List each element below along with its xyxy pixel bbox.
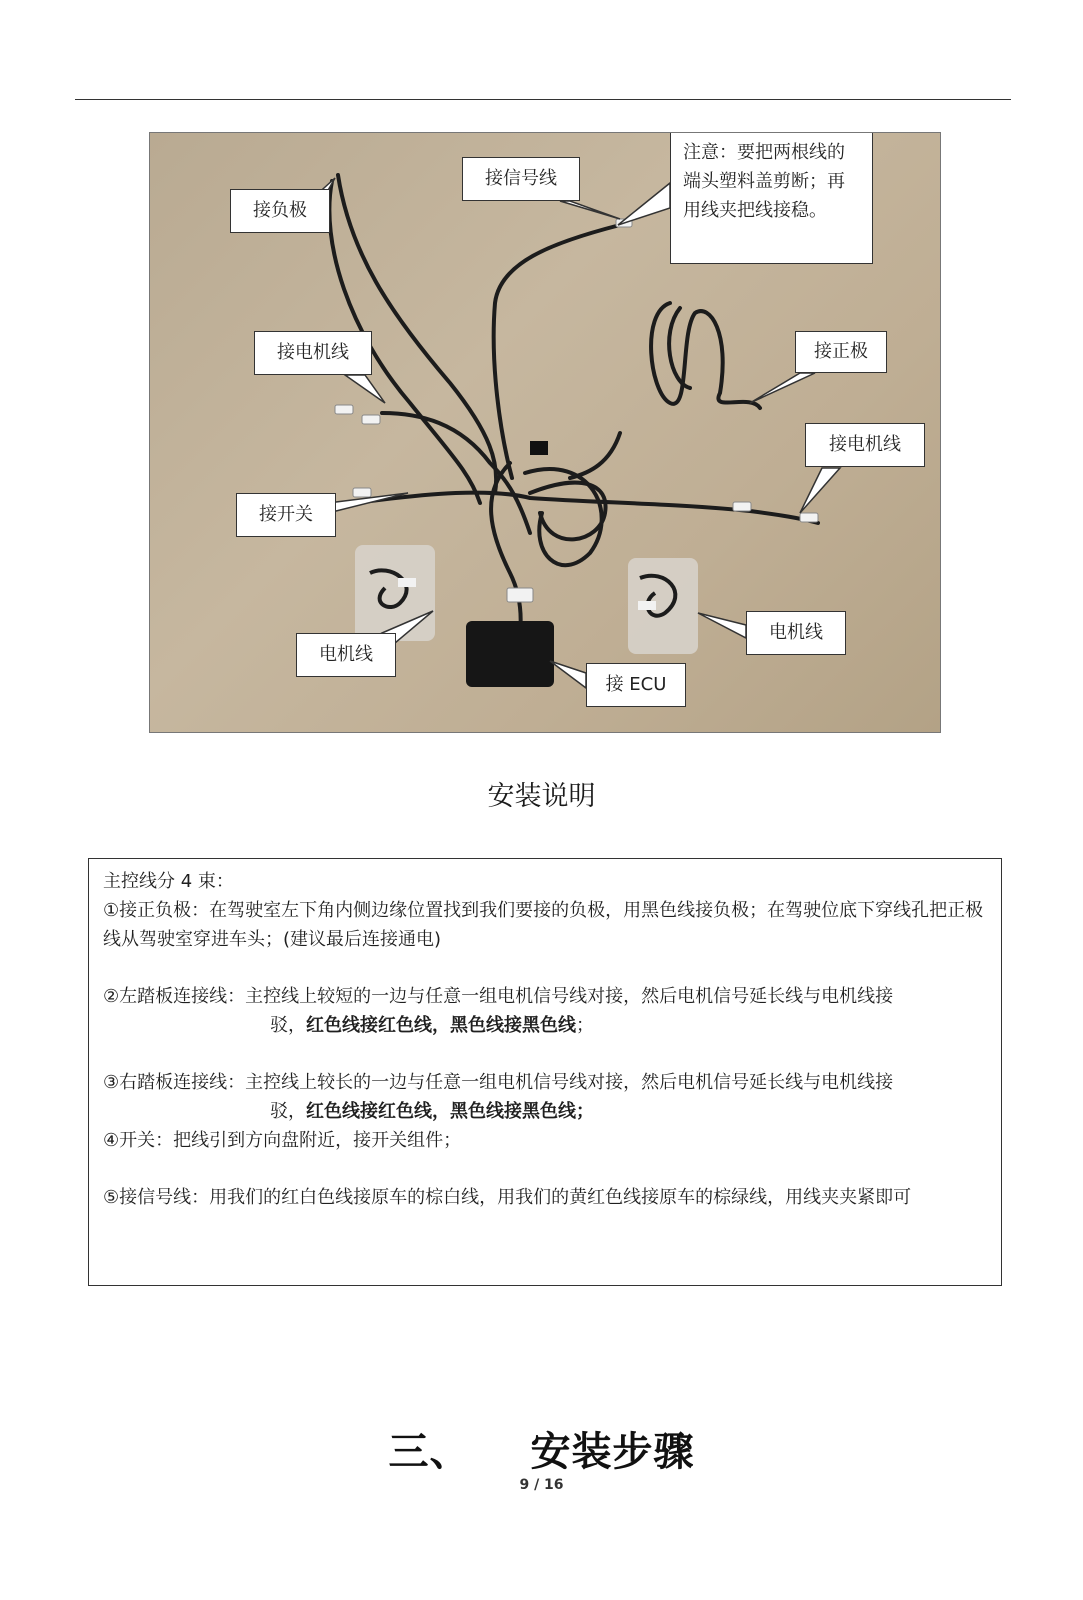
label-note — [670, 132, 873, 264]
instr-item-2-end: ； — [576, 1015, 594, 1036]
instr-item-2-lead: ②左踏板连接线：主控线上较短的一边与任意一组电机信号线对接，然后电机信号延长线与电机线接 — [103, 986, 894, 1007]
section-title-text: 安装步骤 — [530, 1429, 695, 1475]
instr-item-2-tail: 驳， — [270, 1015, 306, 1036]
page-number: 9 / 16 — [519, 1477, 564, 1493]
section-number: 三、 — [388, 1429, 471, 1475]
instruction-box — [88, 858, 1002, 1286]
instr-item-1: ①接正负极：在驾驶室左下角内侧边缘位置找到我们要接的负极，用黑色线接负极；在驾驶位底下穿线孔把正极线从驾驶室穿进车头；(建议最后连接通电) — [103, 900, 984, 950]
section-heading — [0, 1420, 1083, 1477]
note-line-1: 注意：要把两根线的 — [683, 142, 845, 163]
instr-item-2-cont — [103, 1011, 987, 1040]
header-rule — [75, 99, 1011, 100]
instr-item-3-tail: 驳， — [270, 1101, 306, 1122]
wiring-harness-photo — [149, 132, 941, 733]
note-line-3: 用线夹把线接稳。 — [683, 200, 827, 221]
instr-item-3-bold: 红色线接红色线，黑色线接黑色线； — [306, 1101, 594, 1122]
label-signal-wire: 接信号线 — [462, 157, 580, 201]
instr-item-3-lead: ③右踏板连接线：主控线上较长的一边与任意一组电机信号线对接，然后电机信号延长线与电机线接 — [103, 1072, 894, 1093]
instr-item-2 — [103, 982, 987, 1011]
instr-intro: 主控线分 4 束： — [103, 871, 234, 892]
label-motor-bag-right: 电机线 — [746, 611, 846, 655]
label-motor-bag-left: 电机线 — [296, 633, 396, 677]
label-motor-wire-right: 接电机线 — [805, 423, 925, 467]
note-line-2: 端头塑料盖剪断；再 — [683, 171, 845, 192]
instr-item-5: ⑤接信号线：用我们的红白色线接原车的棕白线，用我们的黄红色线接原车的棕绿线，用线夹夹紧即可 — [103, 1187, 912, 1208]
label-positive: 接正极 — [795, 331, 887, 373]
instr-item-3-cont — [103, 1097, 987, 1126]
instr-item-4: ④开关：把线引到方向盘附近，接开关组件； — [103, 1130, 462, 1151]
instr-item-2-bold: 红色线接红色线，黑色线接黑色线 — [306, 1015, 576, 1036]
label-negative: 接负极 — [230, 189, 330, 233]
label-motor-wire-left: 接电机线 — [254, 331, 372, 375]
label-switch: 接开关 — [236, 493, 336, 537]
instr-item-3 — [103, 1068, 987, 1097]
label-ecu: 接 ECU — [586, 663, 686, 707]
figure-caption: 安装说明 — [487, 781, 596, 812]
